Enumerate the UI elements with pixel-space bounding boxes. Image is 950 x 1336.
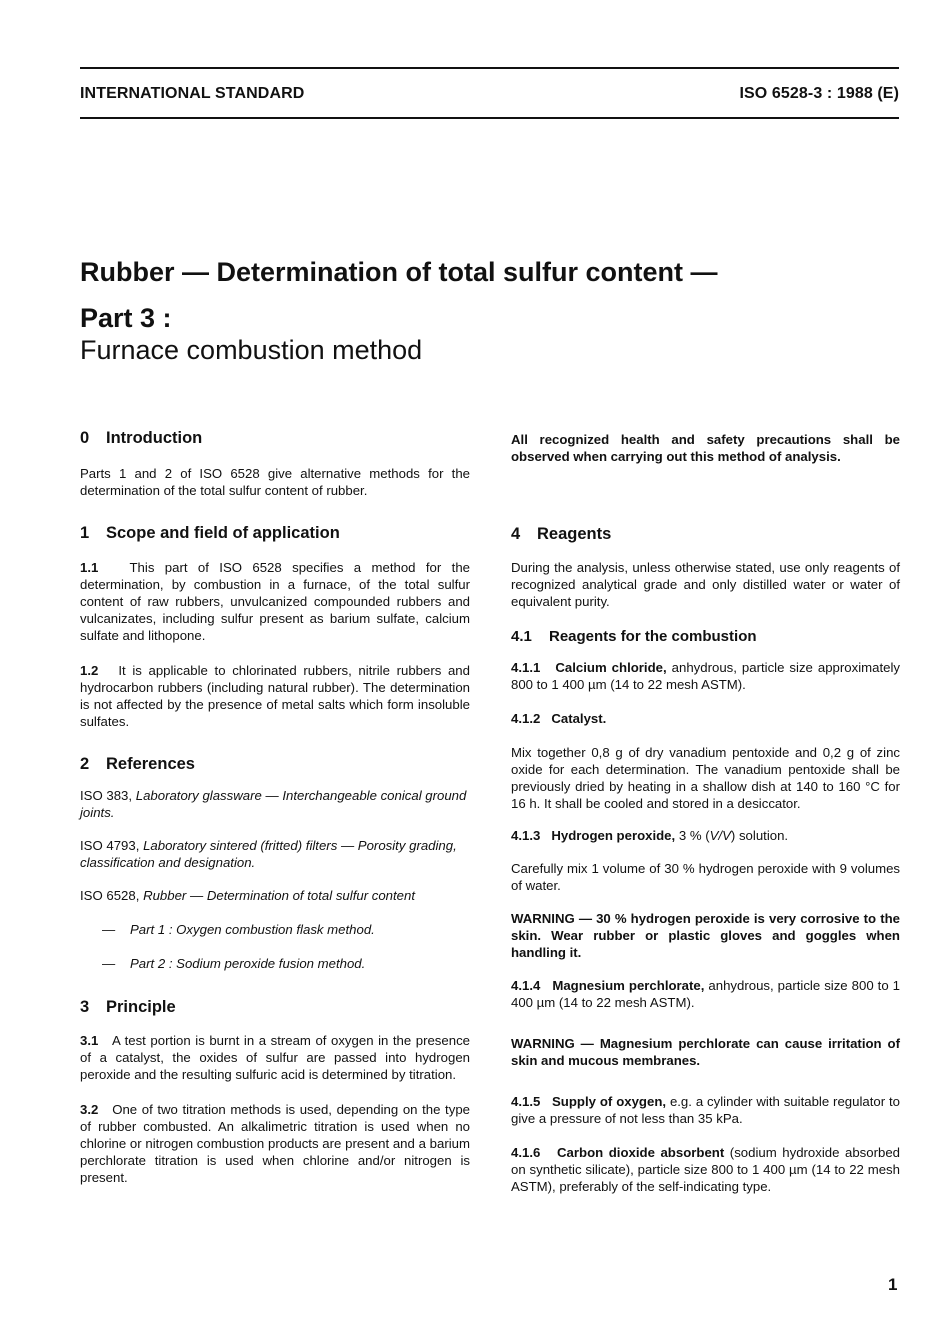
section-heading-scope: 1 Scope and field of application bbox=[80, 524, 340, 542]
section-heading-references: 2 References bbox=[80, 755, 195, 773]
warning-hydrogen-peroxide: WARNING — 30 % hydrogen peroxide is very corrosive to the skin. Wear rubber or plastic gloves and goggles when handling it. bbox=[511, 911, 900, 960]
title-main: Rubber — Determination of total sulfur content — bbox=[80, 257, 718, 287]
standard-number: ISO 6528-3 : 1988 (E) bbox=[739, 85, 899, 102]
header-bottom-rule bbox=[80, 117, 899, 119]
document-title bbox=[80, 256, 900, 366]
right-column bbox=[511, 428, 900, 1195]
safety-statement: All recognized health and safety precautions shall be observed when carrying out this method of analysis. bbox=[511, 432, 900, 464]
reagents-intro: During the analysis, unless otherwise stated, use only reagents of recognized analytical grade and only distilled water or water of equivalent purity. bbox=[511, 560, 900, 609]
left-column bbox=[80, 428, 470, 1186]
title-part: Part 3 : bbox=[80, 303, 172, 333]
header-top-rule bbox=[80, 67, 899, 69]
reagent-4-1-3: 4.1.3 Hydrogen peroxide, 3 % (V/V) solution. bbox=[511, 828, 789, 843]
reference-iso-6528-part-2: — Part 2 : Sodium peroxide fusion method. bbox=[102, 956, 366, 971]
clause-1-2: 1.2 It is applicable to chlorinated rubbers, nitrile rubbers and hydrocarbon rubbers (including natural rubber). The determination is not affected by the presence of metal salts which form insoluble sulfates. bbox=[80, 663, 470, 729]
subsection-heading-4-1: 4.1 Reagents for the combustion bbox=[511, 628, 757, 645]
reagent-4-1-6: 4.1.6 Carbon dioxide absorbent (sodium hydroxide absorbed on synthetic silicate), particle size 800 to 1 400 µm (14 to 22 mesh ASTM), preferably of the self-indicating type. bbox=[511, 1145, 900, 1194]
reference-iso-4793: ISO 4793, Laboratory sintered (fritted) filters — Porosity grading, classification and designation. bbox=[80, 838, 457, 870]
warning-magnesium-perchlorate: WARNING — Magnesium perchlorate can cause irritation of skin and mucous membranes. bbox=[511, 1036, 900, 1068]
clause-1-1: 1.1 This part of ISO 6528 specifies a method for the determination, by combustion in a furnace, of the total sulfur content of raw rubbers, unvulcanized compounded rubbers and vulcanizates, including sulfur present as barium sulfate, calcium sulfate and lithopone. bbox=[80, 560, 470, 643]
reagent-4-1-4: 4.1.4 Magnesium perchlorate, anhydrous, particle size 800 to 1 400 µm (14 to 22 mesh ASTM). bbox=[511, 978, 900, 1010]
clause-3-1: 3.1 A test portion is burnt in a stream of oxygen in the presence of a catalyst, the oxides of sulfur are passed into hydrogen peroxide and the resulting sulfuric acid is determined by titration. bbox=[80, 1033, 470, 1082]
page-number: 1 bbox=[888, 1275, 898, 1294]
section-heading-introduction: 0 Introduction bbox=[80, 429, 203, 447]
title-subtitle: Furnace combustion method bbox=[80, 335, 423, 365]
reagent-4-1-2-text: Mix together 0,8 g of dry vanadium pentoxide and 0,2 g of zinc oxide for each determination. The vanadium pentoxide shall be previously dried by heating in a shallow dish at 140 to 160 °C for 16 h. It shall be cooled and stored in a desiccator. bbox=[511, 745, 900, 811]
reference-iso-6528: ISO 6528, Rubber — Determination of total sulfur content bbox=[80, 888, 416, 903]
reagent-4-1-3-text: Carefully mix 1 volume of 30 % hydrogen peroxide with 9 volumes of water. bbox=[511, 861, 900, 893]
section-heading-reagents: 4 Reagents bbox=[511, 525, 612, 543]
document-type: INTERNATIONAL STANDARD bbox=[80, 85, 305, 102]
reference-iso-6528-part-1: — Part 1 : Oxygen combustion flask method. bbox=[102, 922, 375, 937]
section-heading-principle: 3 Principle bbox=[80, 998, 176, 1016]
reagent-4-1-5: 4.1.5 Supply of oxygen, e.g. a cylinder with suitable regulator to give a pressure of not less than 35 kPa. bbox=[511, 1094, 900, 1126]
clause-3-2: 3.2 One of two titration methods is used, depending on the type of rubber combusted. An alkalimetric titration is used when no chlorine or nitrogen combustion products are present and a barium perchlorate titration is used when chlorine and/or nitrogen is present. bbox=[80, 1102, 470, 1185]
reagent-4-1-1: 4.1.1 Calcium chloride, anhydrous, particle size approximately 800 to 1 400 µm (14 to 22 mesh ASTM). bbox=[511, 660, 900, 692]
reference-iso-383: ISO 383, Laboratory glassware — Interchangeable conical ground joints. bbox=[80, 788, 467, 820]
introduction-text: Parts 1 and 2 of ISO 6528 give alternative methods for the determination of the total sulfur content of rubber. bbox=[80, 466, 470, 498]
reagent-4-1-2-heading: 4.1.2 Catalyst. bbox=[511, 711, 607, 726]
